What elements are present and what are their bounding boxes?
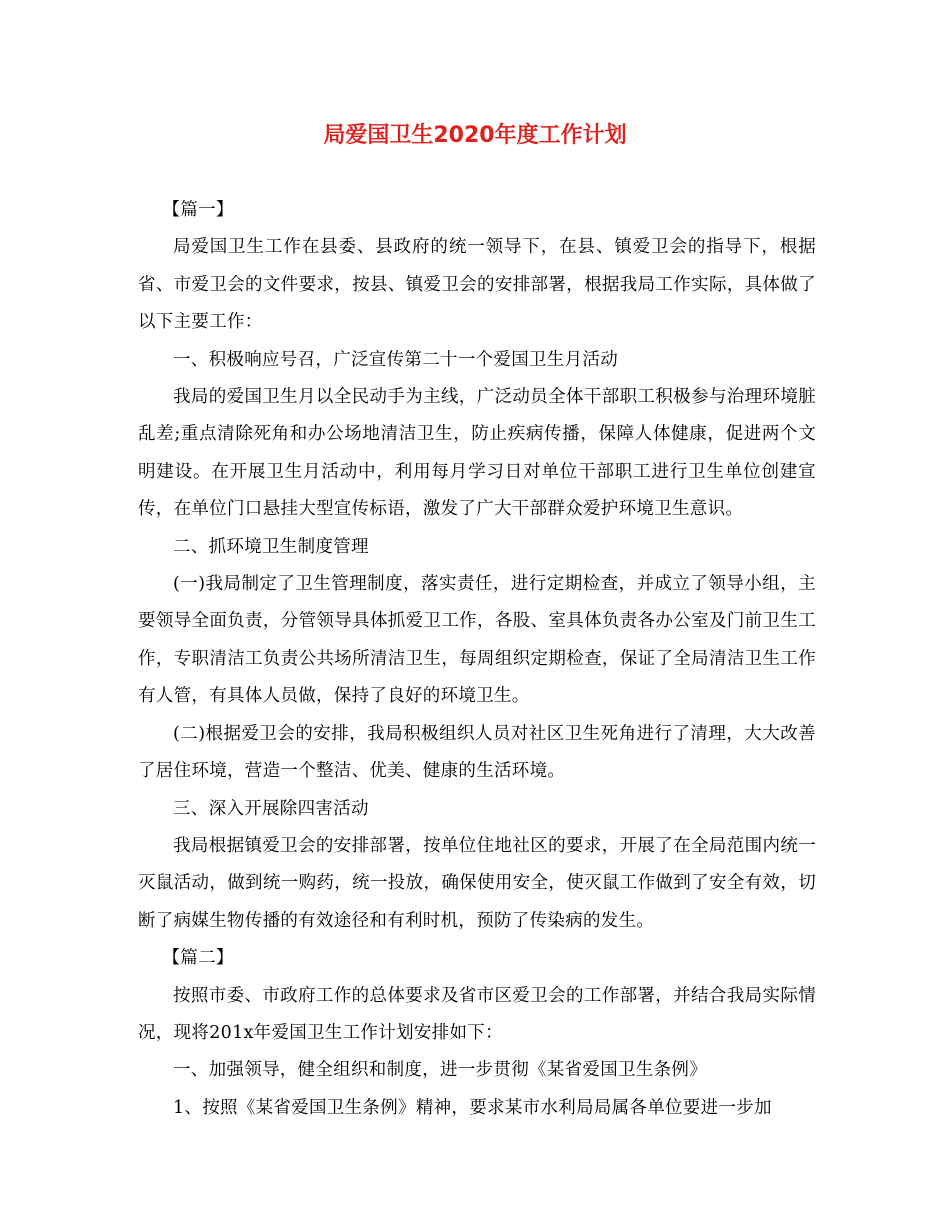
section-heading-part-two: 【篇二】 xyxy=(162,948,234,969)
body-paragraph: (二)根据爱卫会的安排，我局积极组织人员对社区卫生死角进行了清理，大大改善了居住环境，营造一个整洁、优美、健康的生活环境。 xyxy=(138,723,816,782)
body-paragraph: 按照市委、市政府工作的总体要求及省市区爱卫会的工作部署，并结合我局实际情况，现将201x年爱国卫生工作计划安排如下： xyxy=(138,985,816,1043)
subheading: 一、加强领导，健全组织和制度，进一步贯彻《某省爱国卫生条例》 xyxy=(173,1060,707,1081)
document-title: 局爱国卫生2020年度工作计划 xyxy=(323,123,627,148)
section-heading-part-one: 【篇一】 xyxy=(162,200,234,220)
subheading: 三、深入开展除四害活动 xyxy=(173,798,369,819)
body-paragraph: (一)我局制定了卫生管理制度，落实责任，进行定期检查，并成立了领导小组，主要领导全面负责，分管领导具体抓爱卫工作，各股、室具体负责各办公室及门前卫生工作，专职清洁工负责公共场所清洁卫生，每周组织定期检查，保证了全局清洁卫生工作有人管，有具体人员做，保持了良好的环境卫生。 xyxy=(138,574,816,707)
body-paragraph: 1、按照《某省爱国卫生条例》精神，要求某市水利局局属各单位要进一步加 xyxy=(173,1097,772,1118)
subheading: 二、抓环境卫生制度管理 xyxy=(173,536,369,557)
body-paragraph: 我局的爱国卫生月以全民动手为主线，广泛动员全体干部职工积极参与治理环境脏乱差;重点清除死角和办公场地清洁卫生，防止疾病传播，保障人体健康，促进两个文明建设。在开展卫生月活动中，利用每月学习日对单位干部职工进行卫生单位创建宣传，在单位门口悬挂大型宣传标语，激发了广大干部群众爱护环境卫生意识。 xyxy=(138,387,816,520)
subheading: 一、积极响应号召，广泛宣传第二十一个爱国卫生月活动 xyxy=(173,349,618,370)
body-paragraph: 局爱国卫生工作在县委、县政府的统一领导下，在县、镇爱卫会的指导下，根据省、市爱卫会的文件要求，按县、镇爱卫会的安排部署，根据我局工作实际，具体做了以下主要工作： xyxy=(138,237,816,333)
document-body xyxy=(138,192,816,1127)
body-paragraph: 我局根据镇爱卫会的安排部署，按单位住地社区的要求，开展了在全局范围内统一灭鼠活动，做到统一购药，统一投放，确保使用安全，使灭鼠工作做到了安全有效，切断了病媒生物传播的有效途径和有利时机，预防了传染病的发生。 xyxy=(138,835,816,931)
